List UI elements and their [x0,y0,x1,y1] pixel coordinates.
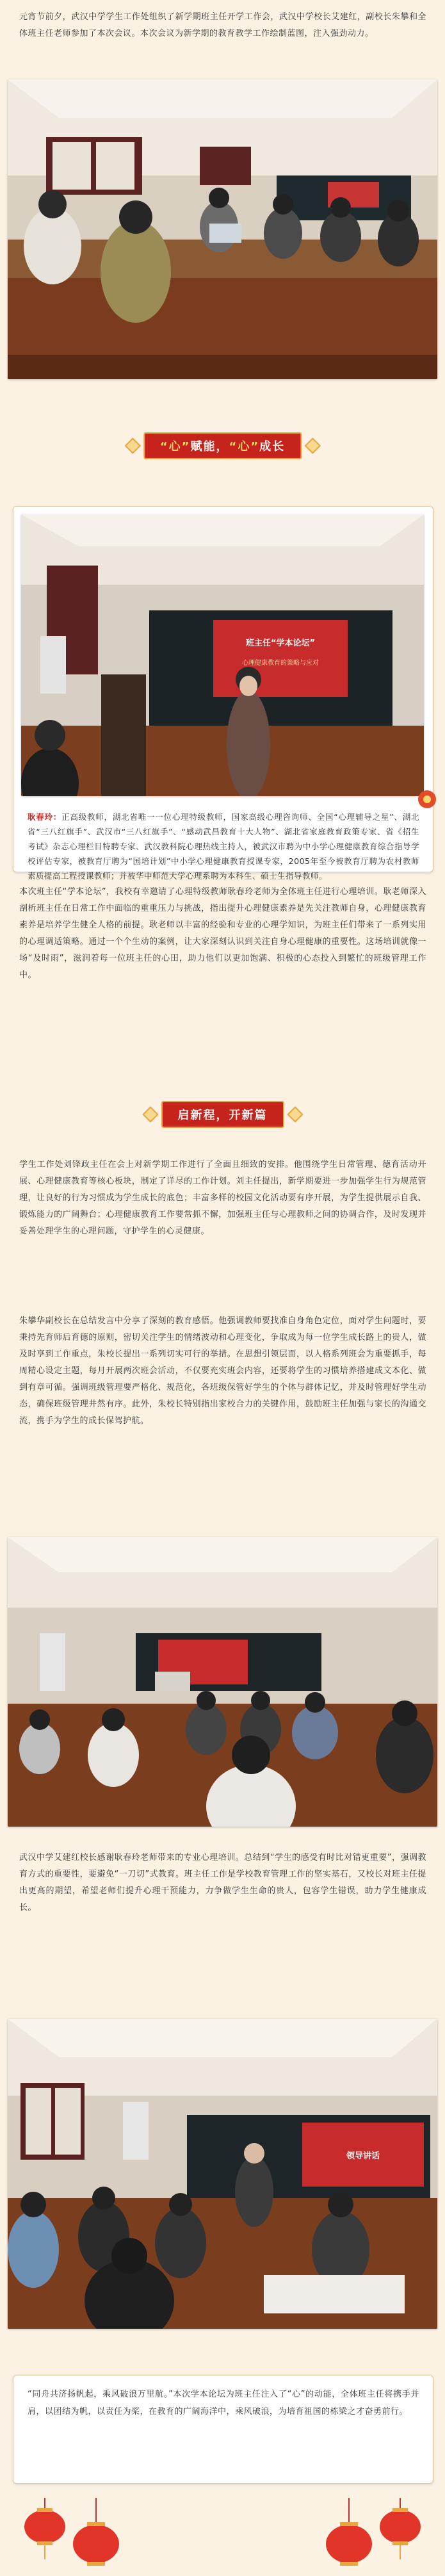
speaker-bio [28,810,419,883]
training-paragraph: 本次班主任“学本论坛”，我校有幸邀请了心理特级教师耿春玲老师为全体班主任进行心理培训。耿老师深入剖析班主任在日常工作中面临的重重压力与挑战，指出提升心理健康素养是先关注教师自身，心理健康教育素养是培养学生健全人格的前提。耿老师以丰富的经验和专业的心理学知识，为班主任们带来了一系列实用的心理调适策略。通过一个个生动的案例，让大家深刻认识到关注自身心理健康的重要性。这场培训就像一场“及时雨”，滋润着每一位班主任的心田，助力他们以更加饱满、积极的心态投入到繁忙的班级管理工作中。 [19,887,426,980]
diamond-ornament-icon [124,437,140,453]
diamond-ornament-icon [142,1106,158,1122]
meeting-photo-1 [8,79,437,379]
section-title-box [143,432,302,459]
lantern-icon [73,2498,119,2566]
slide-title: 班主任“学本论坛” [245,639,316,648]
section-banner-qi-xincheng [140,1099,306,1130]
section-banner-xin-funeng [122,430,323,461]
diamond-ornament-icon [287,1106,303,1122]
slide-subtitle: 心理健康教育的策略与应对 [242,660,319,667]
section-title-box: 启新程，开新篇 [161,1101,284,1128]
flower-ornament-icon [416,788,438,810]
intro-paragraph: 元宵节前夕，武汉中学学生工作处组织了新学期班主任开学工作会，武汉中学校长艾建红，副校长朱攀和全体班主任老师参加了本次会议。本次会议为新学期的教育教学工作绘制蓝图，注入强劲动力。 [19,12,426,38]
vice-principal-paragraph: 朱攀华副校长在总结发言中分享了深刻的教育感悟。他强调教师要找准自身角色定位，面对学生问题时，要秉持先育师后育德的原则，密切关注学生的情绪波动和心理变化，争取成为每一位学生成长路上的贵人，做及时享到工作重点，朱校长提出一系列切实可行的举措。在思想引领层面，以人格系列班会为重要抓手，每周精心设定主题，每月开展两次班会活动，不仅要充实班会内容，还要将学生的习惯培养搭建成文本化、做到有章可循。强调班级管理要严格化、规范化，各班级保管好学生的个体与群体记忆，并及时管理好学生动态，确保班级管理井然有序。此外，朱校长特别指出家校合力的关键作用，鼓励班主任加强与家长的沟通交流，携手为学生的成长保驾护航。 [19,1316,426,1426]
closing-card [13,2375,433,2484]
speaker-profile-card [13,506,433,881]
meeting-photo-4 [8,2019,437,2329]
closing-text: “同舟共济扬帆起，乘风破浪万里航。”本次学本论坛为班主任注入了“心”的动能，全体班主任将携手并肩，以团结为帆，以责任为桨，在教育的广阔海洋中，乘风破浪，为培育祖国的栋梁之才奋勇前行。 [28,2390,419,2417]
principal-paragraph: 武汉中学艾建红校长感谢耿春玲老师带来的专业心理培训。总结到“学生的感受有时比对错更重要”，强调教育方式的重要性，要避免“一刀切”式教育。班主任工作是学校教育管理工作的坚实基石，又校长对班主任提出更高的期望，希望老师们提升心理干预能力，力争做学生生命的贵人，包容学生错误，助力学生健康成长。 [19,1853,426,1912]
meeting-photo-3 [8,1537,437,1827]
work-plan-paragraph: 学生工作处刘锋政主任在会上对新学期工作进行了全面且细致的安排。他围绕学生日常管理、德育活动开展、心理健康教育等核心板块，制定了详尽的工作计划。刘主任提出，新学期要进一步加强学生行为规范管理，让良好的行为习惯成为学生成长的底色；丰富多样的校园文化活动要有序开展，为学生提供展示自我、锻炼能力的广阔舞台；心理健康教育工作要常抓不懈，加强班主任与心理教师之间的协调合作，及时发现并妥善处理学生的心理问题，守护学生的心灵健康。 [19,1160,426,1236]
lantern-decoration [0,2498,445,2576]
lantern-icon [326,2498,372,2566]
slide-title: 领导讲话 [346,2151,380,2161]
speaker-photo [21,514,424,796]
diamond-ornament-icon [304,437,320,453]
speaker-bio-text: 正高级教师，湖北省唯一一位心理特级教师，国家高级心理咨询师、全国“心理辅导之星”、湖北省“三八红旗手”、武汉市“三八红旗手”、“感动武昌教育十大人物”、湖北省家庭教育政策专家、省《招生考试》杂志心理栏目特聘专家、武汉教科院心理热线主持人，被武汉市聘为中小学心理健康教育综合指导学校评估专家，被教育厅聘为“国培计划”中小学心理健康教育授课专家，2005年至今被教育厅聘为农村教师素质提高工程授课教师；并被华中师范大学心理系聘为本科生、硕士生指导教师。 [28,812,419,881]
section-title-part: “心” [159,440,191,453]
section-title-part: “心” [229,440,260,453]
section-title-part: 成长 [259,440,286,453]
section-title-part: 赋能， [190,440,229,453]
lantern-icon [380,2498,421,2559]
lantern-icon [24,2498,65,2559]
speaker-name: 耿春玲： [28,812,62,822]
